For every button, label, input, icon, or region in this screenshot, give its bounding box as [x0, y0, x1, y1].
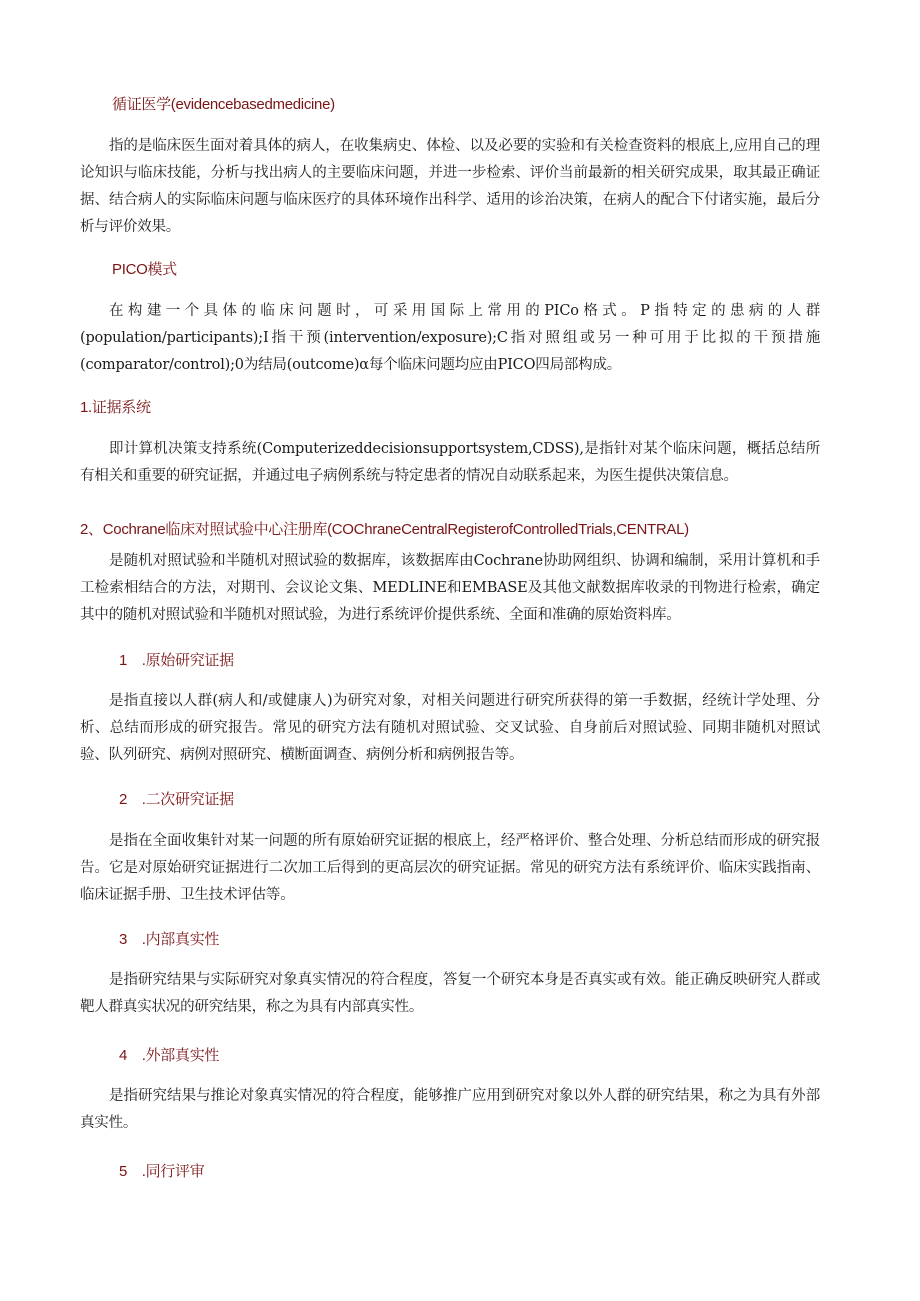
- section-body-cochrane: 是随机对照试验和半随机对照试验的数据库，该数据库由Cochrane协助网组织、协调和编制，采用计算机和手工检索相结合的方法，对期刊、会议论文集、MEDLINE和EMBASE及其他文献数据库收录的刊物进行检索，确定其中的随机对照试验和半随机对照试验，为进行系统评价提供系统、全面和准确的原始资料库。: [80, 553, 820, 623]
- section-heading-pico: PICO模式: [112, 261, 177, 278]
- section-heading-secondary-evidence: 2 .二次研究证据: [119, 791, 234, 808]
- section-heading-peer-review: 5 .同行评审: [119, 1163, 205, 1180]
- section-body-evidence-system: 即计算机决策支持系统(Computerizeddecisionsupportsystem,CDSS),是指针对某个临床问题，概括总结所有相关和重要的研究证据，并通过电子病例系统与特定患者的情况自动联系起来，为医生提供决策信息。: [80, 441, 820, 484]
- section-body-pico: 在构建一个具体的临床问题时，可采用国际上常用的PICo格式。P指特定的患病的人群(population/participants);I指干预(intervention/exposure);C指对照组或另一种可用于比拟的干预措施(comparator/control);0为结局(outcome)α每个临床问题均应由PICO四局部构成。: [80, 303, 820, 373]
- section-heading-cochrane: 2、Cochrane临床对照试验中心注册库(COChraneCentralRegisterofControlledTrials,CENTRAL): [80, 521, 689, 538]
- section-heading-ebm: 循证医学(evidencebasedmedicine): [112, 96, 335, 113]
- section-body-internal-validity: 是指研究结果与实际研究对象真实情况的符合程度，答复一个研究本身是否真实或有效。能正确反映研究人群或靶人群真实状况的研究结果，称之为具有内部真实性。: [80, 972, 820, 1015]
- section-body-secondary-evidence: 是指在全面收集针对某一问题的所有原始研究证据的根底上，经严格评价、整合处理、分析总结而形成的研究报告。它是对原始研究证据进行二次加工后得到的更高层次的研究证据。常见的研究方法有系统评价、临床实践指南、临床证据手册、卫生技术评估等。: [80, 833, 820, 903]
- section-body-ebm: 指的是临床医生面对着具体的病人，在收集病史、体检、以及必要的实验和有关检查资料的根底上,应用自己的理论知识与临床技能，分析与找出病人的主要临床问题，并进一步检索、评价当前最新的相关研究成果，取其最正确证据、结合病人的实际临床问题与临床医疗的具体环境作出科学、适用的诊治决策，在病人的配合下付诸实施，最后分析与评价效果。: [80, 138, 820, 235]
- section-heading-internal-validity: 3 .内部真实性: [119, 931, 220, 948]
- section-heading-evidence-system: 1.证据系统: [80, 399, 151, 416]
- section-heading-primary-evidence: 1 .原始研究证据: [119, 652, 234, 669]
- section-body-primary-evidence: 是指直接以人群(病人和/或健康人)为研究对象，对相关问题进行研究所获得的第一手数据，经统计学处理、分析、总结而形成的研究报告。常见的研究方法有随机对照试验、交叉试验、自身前后对照试验、同期非随机对照试验、队列研究、病例对照研究、横断面调查、病例分析和病例报告等。: [80, 693, 820, 763]
- section-body-external-validity: 是指研究结果与推论对象真实情况的符合程度，能够推广应用到研究对象以外人群的研究结果，称之为具有外部真实性。: [80, 1088, 820, 1131]
- section-heading-external-validity: 4 .外部真实性: [119, 1047, 220, 1064]
